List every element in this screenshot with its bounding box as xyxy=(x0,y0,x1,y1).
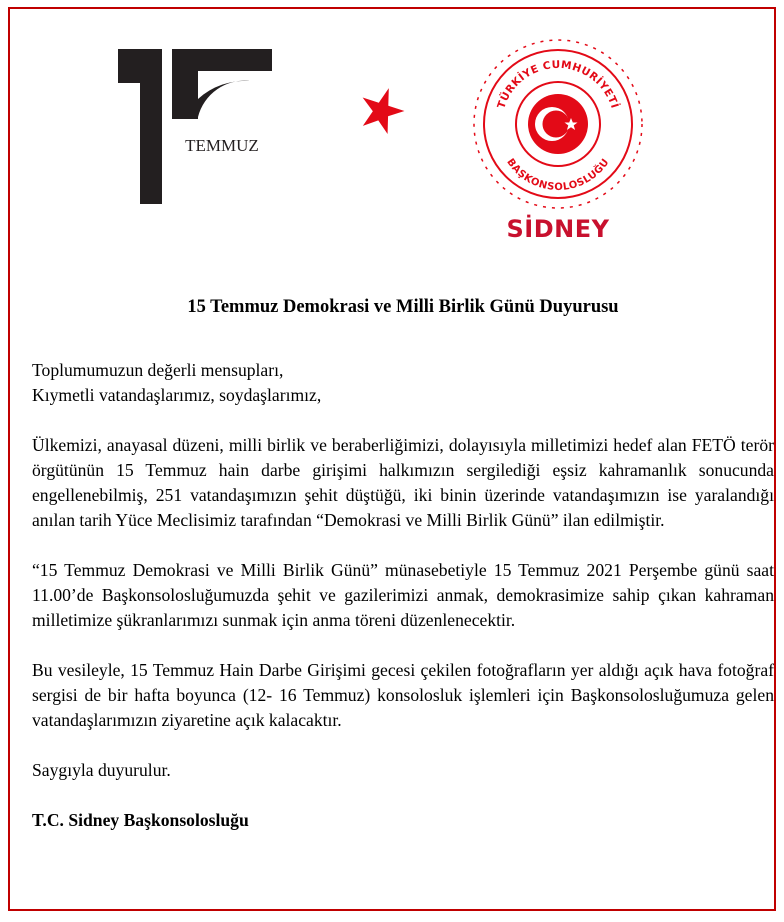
seal-ring-text-bottom: BAŞKONSOLOSLUĞU xyxy=(504,156,612,194)
digit-one-mark xyxy=(118,49,162,204)
digit-five-bowl xyxy=(198,81,250,117)
document-frame xyxy=(8,7,776,911)
seal-ring-text-top: TÜRKİYE CUMHURİYETİ xyxy=(495,58,621,111)
greeting xyxy=(32,358,774,408)
closing-line: Saygıyla duyurulur. xyxy=(32,760,171,780)
greeting-line-1: Toplumumuzun değerli mensupları, xyxy=(32,360,284,380)
seal-crescent-inner xyxy=(543,111,570,138)
star-icon xyxy=(354,81,409,136)
consulate-seal xyxy=(468,34,648,214)
page-title: 15 Temmuz Demokrasi ve Milli Birlik Günü Duyurusu xyxy=(187,297,619,317)
paragraph-3: Bu vesileyle, 15 Temmuz Hain Darbe Girişimi gecesi çekilen fotoğrafların yer aldığı açık hava fotoğraf sergisi de bir hafta boyunca (12- 16 Temmuz) konsolosluk işlemleri için Başkonsolosluğumuza gelen vatandaşlarımızın ziyaretine açık kalacaktır. xyxy=(32,660,774,730)
paragraph-1: Ülkemizi, anayasal düzeni, milli birlik ve beraberliğimizi, dolayısıyla milletimizi hedef alan FETÖ terör örgütünün 15 Temmuz hain darbe girişimi halkımızın sergilediği eşsiz kahramanlık sonucunda engellenebilmiş, 251 vatandaşımızın şehit düştüğü, iki binin üzerinde vatandaşımızın ise yaralandığı anılan tarih Yüce Meclisimiz tarafından “Demokrasi ve Milli Birlik Günü” ilan edilmiştir. xyxy=(32,435,774,530)
signature: T.C. Sidney Başkonsolosluğu xyxy=(32,810,249,830)
digit-five-stem xyxy=(172,49,198,119)
seal-city-label: SİDNEY xyxy=(506,215,610,243)
paragraph-2: “15 Temmuz Demokrasi ve Milli Birlik Günü” münasebetiyle 15 Temmuz 2021 Perşembe günü saat 11.00’de Başkonsolosluğumuzda şehit ve gazilerimizi anmak, demokrasimize sahip çıkan kahraman milletimize şükranlarımızı sunmak için anma töreni düzenlenecektir. xyxy=(32,560,774,630)
15-temmuz-logo xyxy=(110,39,410,209)
announcement-body xyxy=(32,295,774,833)
greeting-line-2: Kıymetli vatandaşlarımız, soydaşlarımız, xyxy=(32,385,322,405)
logo-month-label: TEMMUZ xyxy=(185,136,259,155)
